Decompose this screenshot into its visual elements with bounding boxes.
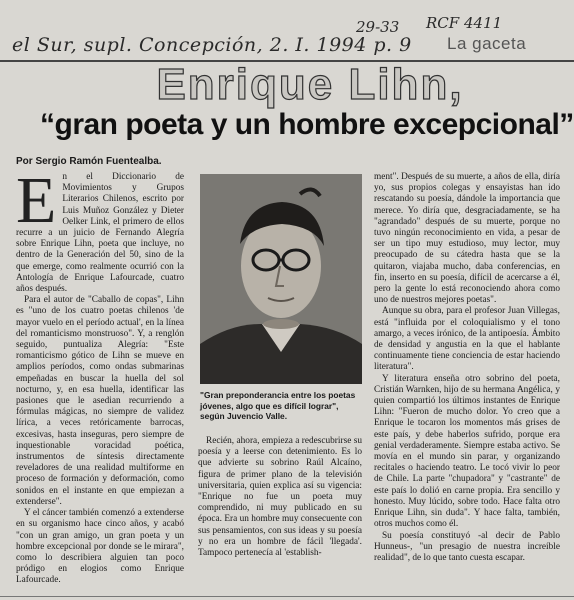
portrait-photo <box>200 174 362 384</box>
paragraph: Para el autor de "Caballo de copas", Lihn es "uno de los cuatro poetas chilenos 'de mayor vuelo en el período actual', en la línea del romanticismo monstruoso". Y, a renglón seguido, puntualiza Alegría: "Este romanticismo gótico de Lihn se mueve en amplios períodos, como ondas submarinas empeñadas en buscar la huella del sol nocturno, y, en esa huella, identificar las pasiones que le asedian recurriendo a fórmulas mágicas, no siempre de validez lírica, a veces retóricamente barrocas, excesivas, hasta inseguras, pero siempre de inquestionable voracidad poética, instrumentos de síntesis directamente reveladores de una realidad multiforme en proceso de formación y deformación, como sonidos en el instante en que empiezan a extenderse". <box>16 295 184 507</box>
paragraph: Su poesía constituyó -al decir de Pablo Hunneus-, "un presagio de nuestra increíble realidad", de lo que tanto cuesta escapar. <box>374 530 560 563</box>
drop-cap: E <box>16 164 57 237</box>
paragraph: n el Diccionario de Movimientos y Grupos Literarios Chilenos, escrito por Luis Muñoz González y Dieter Oelker Link, el primero de ellos recurre a un juicio de Fernando Alegría sobre Enrique Lihn, poeta que incluye, no dentro de la Generación del 50, sino de la que emerge, como realmente ocurrió con la Antología de Enrique Lafourcade, cuatro años después. <box>16 172 184 295</box>
byline: Por Sergio Ramón Fuentealba. <box>16 156 162 167</box>
photo-caption: "Gran preponderancia entre los poetas jóvenes, algo que es difícil lograr", según Juvencio Valle. <box>200 390 356 421</box>
article-column-2 <box>198 436 362 559</box>
article-column-1 <box>16 164 184 587</box>
handwritten-source-note: el Sur, supl. Concepción, 2. I. 1994 p. 9 <box>12 34 412 56</box>
headline: Enrique Lihn, <box>156 60 464 109</box>
paragraph: Y literatura enseña otro sobrino del poeta, Cristián Warnken, hijo de su hermana Angélica, y quien compartió los últimos instantes de Enrique Lihn: "Fueron de mucho dolor. Yo creo que a Enrique le tocaron los momentos más grises de este país, y debe haberlos sufrido, porque era genial verdaderamente. Siempre estaba activo. Se movía en el mundo sin parar, y organizando recitales o haciendo teatro. Le tocó vivir lo peor de Chile. La parte "chupadora" y "castrante" de este país lo dolió en carne propia. Era sencillo y honesto. Muy lúcido, sobre todo. Hace falta otro Enrique Lihn, sin duda". Y hace falta, también, otros muchos como él. <box>374 373 560 530</box>
bottom-rule <box>0 596 574 597</box>
article-column-3 <box>374 172 560 564</box>
paragraph: Aunque su obra, para el profesor Juan Villegas, está "influida por el coloquialismo y el tono amargo, a veces irónico, de la antipoesía. Ámbito de densidad y angustia en la que el hablante continuamente tiene conciencia de estar haciendo literatura". <box>374 306 560 373</box>
handwritten-catalog-code: 29-33 <box>356 18 400 36</box>
paragraph: Y el cáncer también comenzó a extenderse en su organismo hace cinco años, y acabó "con un gran amigo, un gran poeta y un hombre excepcional por donde se le mirara", como lo describiera alguien tan poco pródigo en elogios como Enrique Lafourcade. <box>16 508 184 586</box>
subheadline: “gran poeta y un hombre excepcional” <box>40 108 574 141</box>
paragraph: Recién, ahora, empieza a redescubrirse su poesía y a leerse con detenimiento. Es lo que advierte su sobrino Raúl Alcaíno, figura de primer plano de la televisión universitaria, quien explica así su vigencia: "Enrique no fue un poeta muy comprendido, ni muy publicado en su época. Era un hombre muy consecuente con sus pensamientos, con sus ideas y su poesía y no era un hombre de fácil 'llegada'. Tampoco pertenecía al 'establish- <box>198 436 362 559</box>
paragraph: ment". Después de su muerte, a años de ella, diría yo, sus propios colegas y ensayistas han ido rescatando su poesía, dándole la importancia que merece. Yo diría que, desgraciadamente, se ha "agrandado" después de su muerte, porque no tuvo ningún reconocimiento en vida, a pesar de ser un tipo muy estudioso, muy lector, muy preocupado de su cátedra hasta que se la quitaron, viajaba mucho, daba conferencias, en fin, inserto en su poesía, difícil de acercarse a él, pero la gente lo está reconociendo ahora como uno de nuestros mejores poetas". <box>374 172 560 306</box>
handwritten-reference: RCF 4411 <box>426 14 503 32</box>
section-label: La gaceta <box>447 34 527 53</box>
